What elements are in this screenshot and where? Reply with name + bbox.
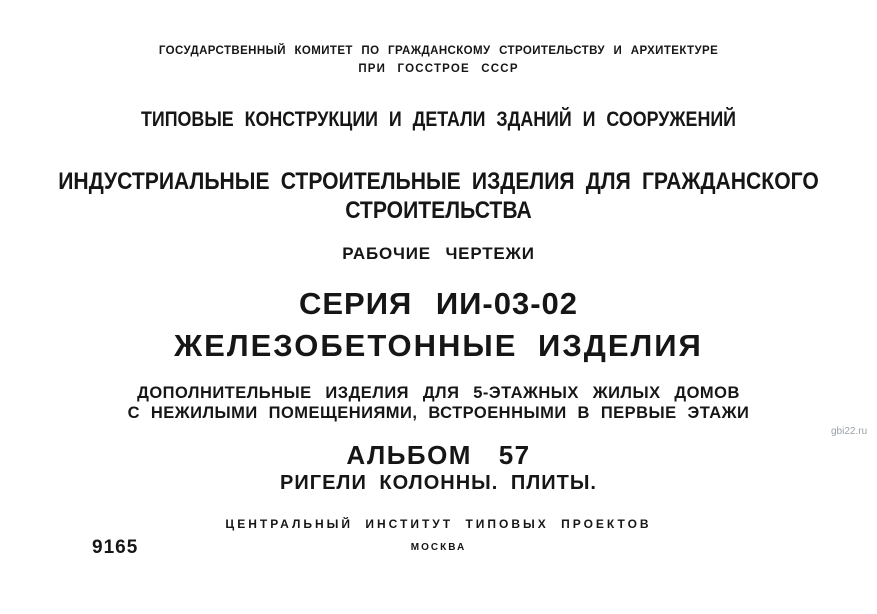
committee-line-2: ПРИ ГОССТРОЕ СССР <box>358 63 519 75</box>
subtitle-line-1: ДОПОЛНИТЕЛЬНЫЕ ИЗДЕЛИЯ ДЛЯ 5-ЭТАЖНЫХ ЖИЛЫХ ДОМОВ <box>137 383 740 402</box>
publisher-name: ЦЕНТРАЛЬНЫЙ ИНСТИТУТ ТИПОВЫХ ПРОЕКТОВ <box>225 517 652 531</box>
series-name-heading: ЖЕЛЕЗОБЕТОННЫЕ ИЗДЕЛИЯ <box>174 328 703 363</box>
committee-line-1: ГОСУДАРСТВЕННЫЙ КОМИТЕТ ПО ГРАЖДАНСКОМУ СТРОИТЕЛЬСТВУ И АРХИТЕКТУРЕ <box>158 45 719 57</box>
main-title-line-1: ИНДУСТРИАЛЬНЫЕ СТРОИТЕЛЬНЫЕ ИЗДЕЛИЯ ДЛЯ ГРАЖДАНСКОГО <box>58 168 819 195</box>
album-contents-heading: РИГЕЛИ КОЛОННЫ. ПЛИТЫ. <box>280 472 597 494</box>
series-family-heading: ТИПОВЫЕ КОНСТРУКЦИИ И ДЕТАЛИ ЗДАНИЙ И СООРУЖЕНИЙ <box>140 108 737 131</box>
publisher-city: МОСКВА <box>410 542 467 553</box>
site-watermark: gbi22.ru <box>831 426 868 437</box>
main-title-line-2: СТРОИТЕЛЬСТВА <box>345 197 532 224</box>
series-code-heading: СЕРИЯ ИИ-03-02 <box>298 286 579 321</box>
document-code-number: 9165 <box>92 537 139 558</box>
album-number-heading: АЛЬБОМ 57 <box>346 440 531 470</box>
subtitle-line-2: С НЕЖИЛЫМИ ПОМЕЩЕНИЯМИ, ВСТРОЕННЫМИ В ПЕРВЫЕ ЭТАЖИ <box>127 403 750 422</box>
document-type-label: РАБОЧИЕ ЧЕРТЕЖИ <box>342 244 535 263</box>
